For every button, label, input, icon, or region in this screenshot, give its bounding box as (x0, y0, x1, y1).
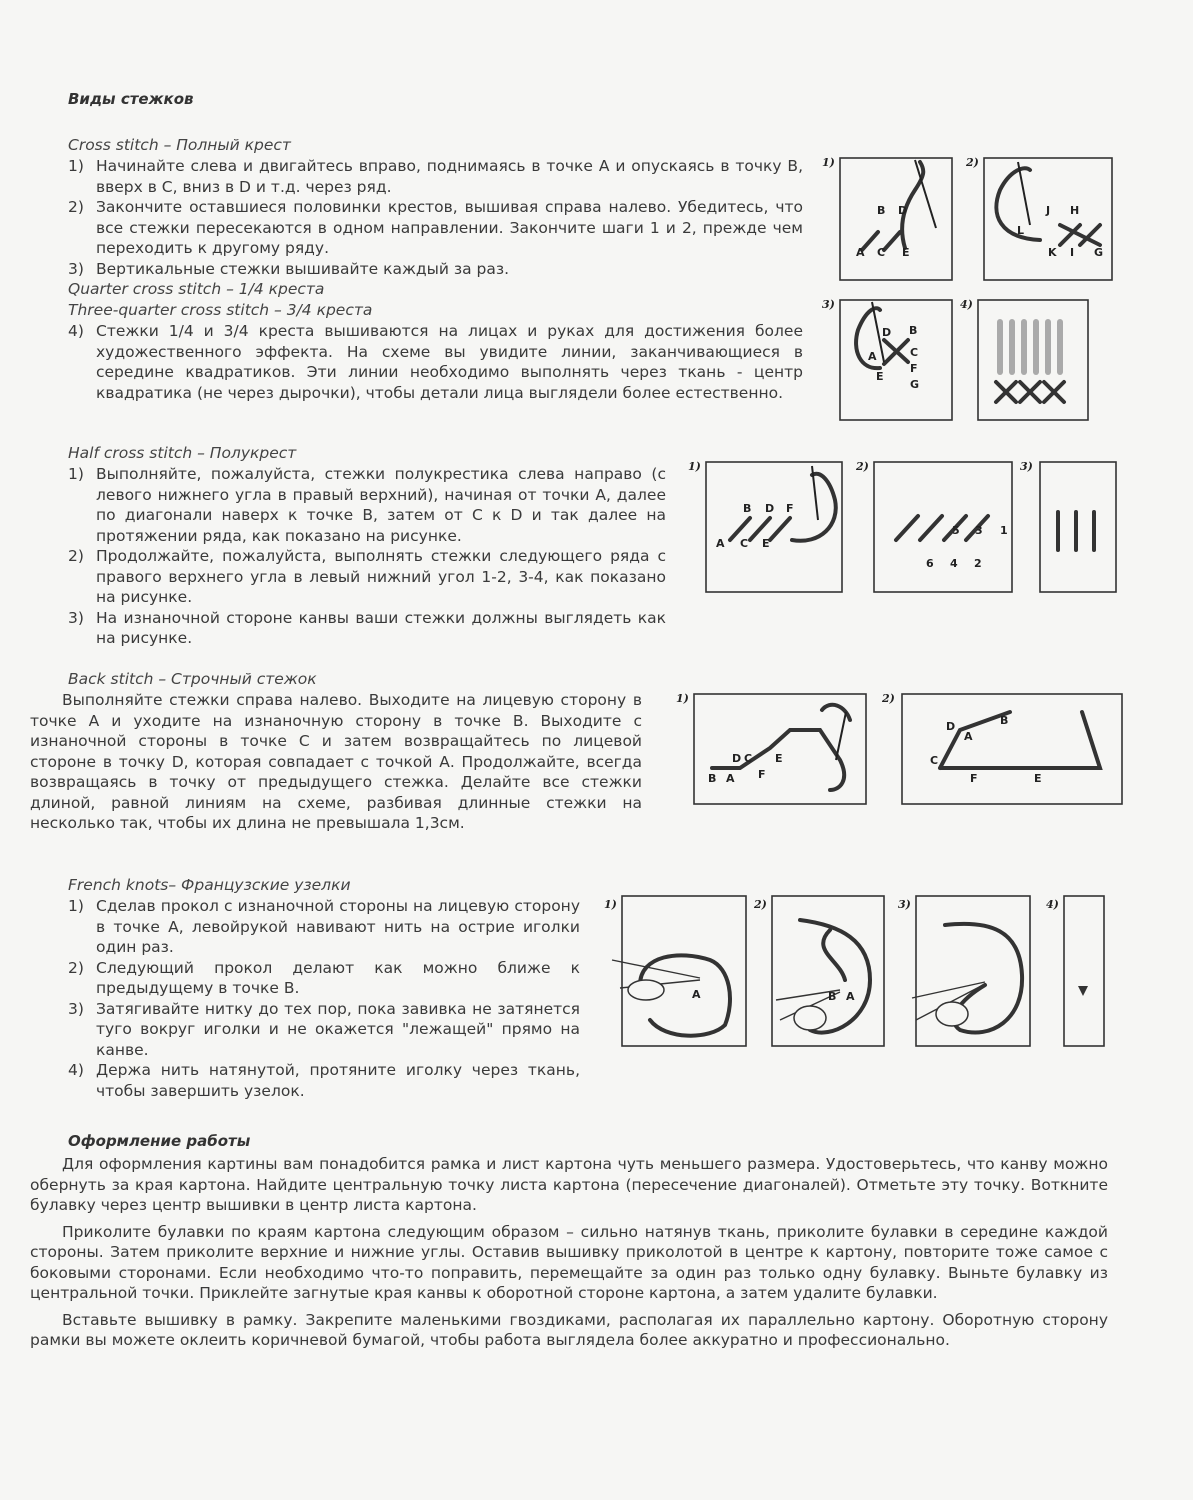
svg-text:C: C (877, 246, 886, 259)
svg-text:E: E (762, 537, 770, 550)
svg-text:1: 1 (1000, 524, 1008, 537)
svg-text:F: F (970, 772, 978, 785)
svg-text:1): 1) (604, 898, 617, 911)
svg-text:E: E (1034, 772, 1042, 785)
svg-text:4): 4) (960, 298, 973, 311)
french-diagram-3 (898, 896, 1030, 1046)
svg-text:H: H (1070, 204, 1080, 217)
svg-text:L: L (1017, 224, 1025, 237)
svg-text:2): 2) (754, 898, 767, 911)
svg-text:6: 6 (926, 557, 934, 570)
svg-text:D: D (898, 204, 908, 217)
svg-text:4: 4 (950, 557, 958, 570)
svg-text:A: A (964, 730, 973, 743)
half-diagram-3 (1020, 460, 1116, 592)
list-item: 2) Закончите оставшиеся половинки крестов, вышивая справа налево. Убедитесь, что все стежки пересекаются в одном направлении. Закончите шаги 1 и 2, прежде чем переходить к другому ряду. (68, 198, 803, 257)
list-item: 3) Затягивайте нитку до тех пор, пока завивка не затянется туго вокруг иголки и не окажется "лежащей" прямо на канве. (68, 999, 580, 1059)
svg-text:A: A (692, 988, 701, 1001)
back-stitch-text: Выполняйте стежки справа налево. Выходите на лицевую сторону в точке А и уходите на изнаночную сторону в точке В. Выходите с изнаночной стороны в точке С и затем возвращайтесь по лицевой стороне в точку D, которая совпадает с точкой А. Продолжайте, всегда возвращаясь в точку от предыдущего стежка. Делайте все стежки длиной, равной линиям на схеме, разбивая длинные стежки на несколько так, чтобы их длина не превышала 1,3см. (30, 691, 642, 832)
back-diagram-1 (676, 692, 866, 804)
svg-text:B: B (828, 990, 837, 1003)
cross-diagram-3 (822, 298, 952, 420)
quarter-stitch-heading: Quarter cross stitch – 1/4 креста (68, 280, 325, 298)
svg-text:E: E (876, 370, 884, 383)
svg-text:A: A (856, 246, 865, 259)
svg-text:1): 1) (676, 692, 689, 705)
svg-text:1): 1) (688, 460, 701, 473)
svg-text:E: E (902, 246, 910, 259)
half-diagram-2 (855, 460, 1012, 592)
french-diagram-1 (604, 896, 746, 1046)
finishing-heading: Оформление работы (68, 1132, 251, 1150)
svg-text:C: C (740, 537, 749, 550)
svg-text:3): 3) (898, 898, 911, 911)
svg-text:5: 5 (952, 524, 960, 537)
svg-text:D: D (882, 326, 892, 339)
svg-text:C: C (930, 754, 939, 767)
cross-diagram-1 (822, 156, 952, 280)
svg-text:B: B (743, 502, 752, 515)
finishing-paragraph-2: Приколите булавки по краям картона следующим образом – сильно натянув ткань, приколите булавки в середине каждой стороны. Затем приколите верхние и нижние углы. Оставив вышивку приколотой в центре к картону, повторите тоже самое с боковыми сторонами. Если необходимо что-то поправить, перемещайте за один раз только одну булавку. Выньте булавку из центральной точки. Приклейте загнутые края канвы к оборотной стороне картона, а затем удалите булавки. (30, 1222, 1108, 1302)
svg-text:2): 2) (882, 692, 895, 705)
svg-text:D: D (765, 502, 775, 515)
finishing-paragraph-3: Вставьте вышивку в рамку. Закрепите маленькими гвоздиками, располагая их параллельно картону. Оборотную сторону рамки вы можете оклеить коричневой бумагой, чтобы работа выглядела более аккуратно и профессионально. (30, 1310, 1108, 1349)
half-diagram-1 (688, 460, 842, 592)
list-item: 2) Продолжайте, пожалуйста, выполнять стежки следующего ряда с правого верхнего угла в левый нижний угол 1-2, 3-4, как показано на рисунке. (68, 547, 666, 606)
list-item: 3) На изнаночной стороне канвы ваши стежки должны выглядеть как на рисунке. (68, 608, 666, 647)
finishing-paragraph-1: Для оформления картины вам понадобится рамка и лист картона чуть меньшего размера. Удостоверьтесь, что канву можно обернуть за края картона. Найдите центральную точку листа картона (пересечение диагоналей). Отметьте эту точку. Воткните булавку через центр вышивки в центр листа картона. (30, 1155, 1108, 1214)
list-item: 1) Выполняйте, пожалуйста, стежки полукрестика слева направо (с левого нижнего угла в правый верхний), начиная от точки А, далее по диагонали наверх к точке В, затем от С к D и так далее на протяжении ряда, как показано на рисунке. (68, 465, 666, 545)
svg-text:3: 3 (975, 524, 983, 537)
svg-text:2): 2) (966, 156, 979, 169)
svg-text:2): 2) (856, 460, 869, 473)
svg-text:J: J (1046, 204, 1051, 217)
svg-text:F: F (758, 768, 766, 781)
svg-text:3): 3) (822, 298, 835, 311)
svg-text:B: B (708, 772, 717, 785)
french-knots-heading: French knots– Французские узелки (68, 876, 351, 894)
svg-text:I: I (1070, 246, 1075, 259)
back-diagram-2 (881, 692, 1122, 804)
svg-text:F: F (910, 362, 918, 375)
cross-stitch-heading: Cross stitch – Полный крест (68, 136, 291, 154)
back-stitch-heading: Back stitch – Строчный стежок (68, 670, 317, 688)
french-diagram-2 (753, 896, 884, 1046)
half-cross-heading: Half cross stitch – Полукрест (68, 444, 297, 462)
svg-text:G: G (910, 378, 920, 391)
svg-text:4): 4) (1046, 898, 1059, 911)
svg-text:B: B (877, 204, 886, 217)
svg-text:C: C (744, 752, 753, 765)
svg-text:F: F (786, 502, 794, 515)
svg-text:C: C (910, 346, 919, 359)
svg-text:B: B (909, 324, 918, 337)
page-title: Виды стежков (68, 90, 194, 108)
svg-text:E: E (775, 752, 783, 765)
list-item: 3) Вертикальные стежки вышивайте каждый за раз. (68, 259, 510, 278)
list-item: 1) Начинайте слева и двигайтесь вправо, поднимаясь в точке А и опускаясь в точку В, вверх в С, вниз в D и т.д. через ряд. (68, 157, 803, 196)
svg-text:D: D (946, 720, 956, 733)
svg-text:B: B (1000, 714, 1009, 727)
svg-text:A: A (846, 990, 855, 1003)
svg-text:A: A (716, 537, 725, 550)
svg-text:D: D (732, 752, 742, 765)
cross-diagram-2 (965, 156, 1112, 280)
svg-text:3): 3) (1020, 460, 1033, 473)
cross-diagram-4 (960, 298, 1088, 420)
french-diagram-4 (1046, 896, 1104, 1046)
svg-text:A: A (868, 350, 877, 363)
svg-text:K: K (1048, 246, 1057, 259)
svg-text:1): 1) (822, 156, 835, 169)
list-item: 4) Стежки 1/4 и 3/4 креста вышиваются на лицах и руках для достижения более художественного эффекта. На схеме вы увидите линии, заканчивающиеся в середине квадратиков. Эти линии необходимо выполнять через ткань - центр квадратика (не через дырочки), чтобы детали лица выглядели более естественно. (68, 322, 803, 402)
three-quarter-stitch-heading: Three-quarter cross stitch – 3/4 креста (68, 301, 373, 319)
svg-text:A: A (726, 772, 735, 785)
list-item: 2) Следующий прокол делают как можно ближе к предыдущему в точке В. (68, 958, 580, 997)
list-item: 4) Держа нить натянутой, протяните иголку через ткань, чтобы завершить узелок. (68, 1061, 580, 1100)
list-item: 1) Сделав прокол с изнаночной стороны на лицевую сторону в точке А, левойрукой навивают нить на острие иголки один раз. (68, 897, 580, 956)
svg-text:G: G (1094, 246, 1104, 259)
svg-text:2: 2 (974, 557, 982, 570)
